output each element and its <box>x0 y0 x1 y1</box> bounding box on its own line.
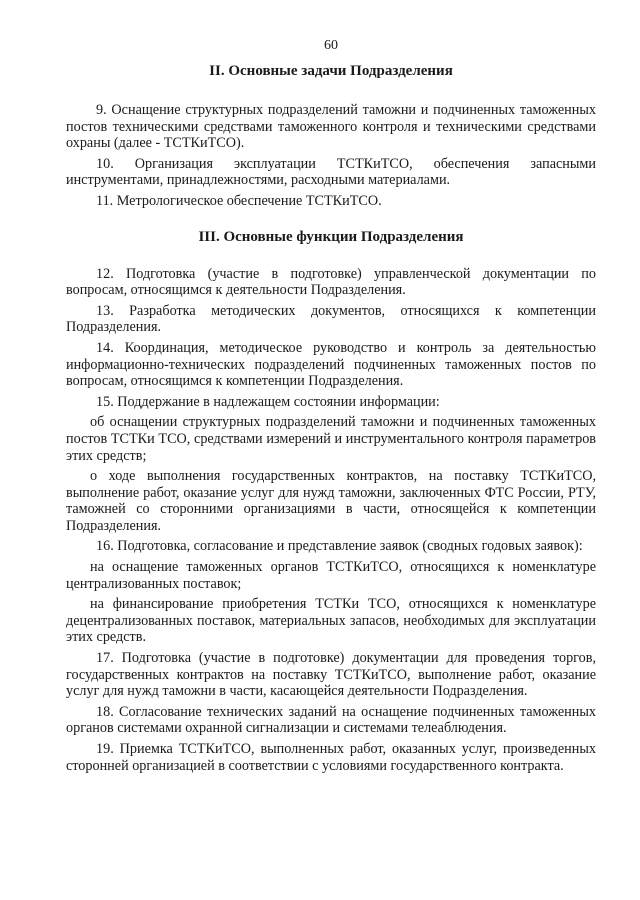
paragraph-16-item-2: на финансирование приобретения ТСТКи ТСО, относящихся к номенклатуре децентрализованных поставок, материальных запасов, необходимых для эксплуатации этих средств. <box>66 596 596 646</box>
paragraph-9: 9. Оснащение структурных подразделений таможни и подчиненных таможенных постов техническими средствами таможенного контроля и техническими средствами охраны (далее - ТСТКиТСО). <box>66 102 596 152</box>
paragraph-15-item-1: об оснащении структурных подразделений таможни и подчиненных таможенных постов ТСТКи ТСО, средствами измерений и инструментального контроля параметров этих средств; <box>66 414 596 464</box>
section-title-tasks: II. Основные задачи Подразделения <box>209 63 453 79</box>
paragraph-10: 10. Организация эксплуатации ТСТКиТСО, обеспечения запасными инструментами, принадлежностями, расходными материалами. <box>66 155 596 189</box>
paragraph-18: 18. Согласование технических заданий на оснащение подчиненных таможенных органов системами охранной сигнализации и системами телеаблюдения. <box>66 703 596 737</box>
paragraph-19: 19. Приемка ТСТКиТСО, выполненных работ, оказанных услуг, произведенных сторонней организацией в соответствии с условиями государственного контракта. <box>66 741 596 774</box>
paragraph-15-item-2: о ходе выполнения государственных контрактов, на поставку ТСТКиТСО, выполнение работ, оказание услуг для нужд таможни, заключенных ФТС России, РТУ, таможней со сторонними организациями в части, относящейся к компетенции Подразделения. <box>66 468 596 534</box>
paragraph-14: 14. Координация, методическое руководство и контроль за деятельностью информационно-технических подразделений подчиненных таможенных постов по вопросам, относящимся к компетенции Подразделения. <box>66 339 596 390</box>
paragraph-16-item-1: на оснащение таможенных органов ТСТКиТСО, относящихся к номенклатуре централизованных поставок; <box>66 559 596 592</box>
page-number: 60 <box>324 38 338 53</box>
section-title-functions: III. Основные функции Подразделения <box>198 228 464 245</box>
paragraph-15: 15. Поддержание в надлежащем состоянии информации: <box>96 393 440 410</box>
paragraph-12: 12. Подготовка (участие в подготовке) управленческой документации по вопросам, относящимся к деятельности Подразделения. <box>66 265 596 299</box>
paragraph-16: 16. Подготовка, согласование и представление заявок (сводных годовых заявок): <box>96 538 583 555</box>
paragraph-13: 13. Разработка методических документов, относящихся к компетенции Подразделения. <box>66 302 596 336</box>
paragraph-11: 11. Метрологическое обеспечение ТСТКиТСО. <box>96 192 382 209</box>
paragraph-17: 17. Подготовка (участие в подготовке) документации для проведения торгов, государственных контрактов на поставку ТСТКиТСО, выполнение работ, оказание услуг для нужд таможни в части, касающейся деятельности Подразделения. <box>66 650 596 700</box>
